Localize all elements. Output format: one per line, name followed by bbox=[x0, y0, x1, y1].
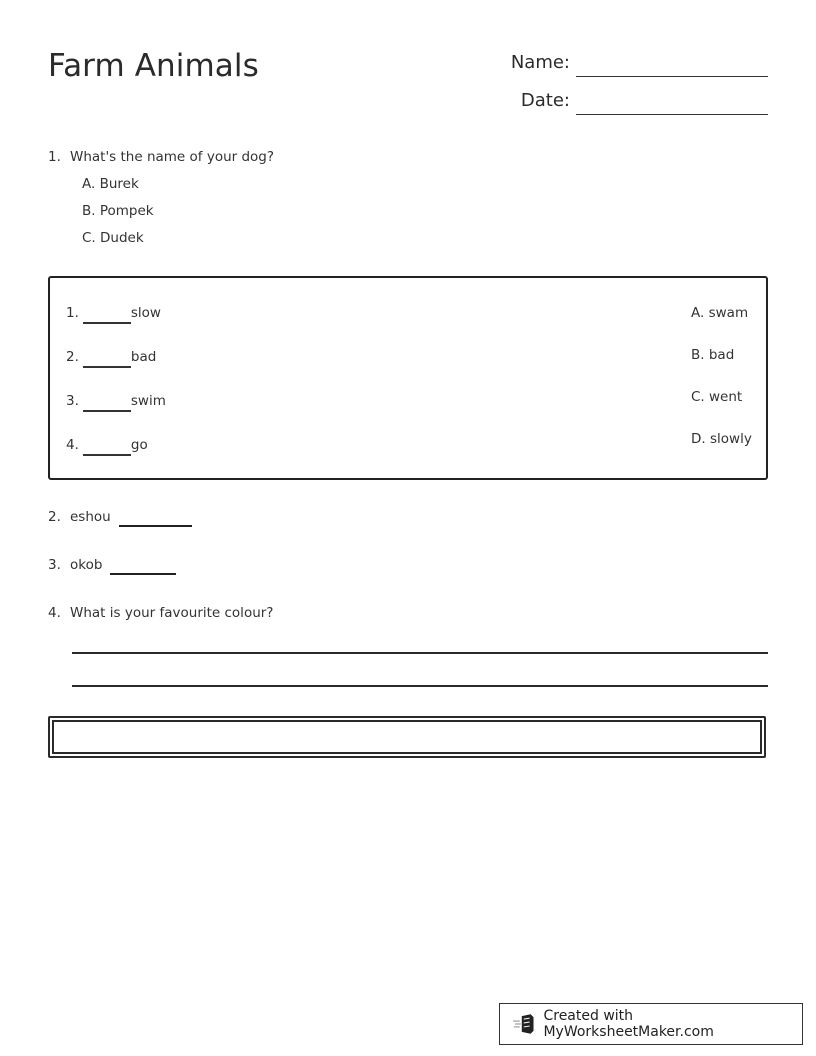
worksheet-maker-logo-icon bbox=[512, 1013, 535, 1035]
match-number: 1. bbox=[66, 305, 79, 321]
match-right-item-c bbox=[691, 389, 742, 405]
match-right-item-d bbox=[691, 431, 752, 447]
match-number: 4. bbox=[66, 437, 79, 453]
match-letter: D. bbox=[691, 431, 706, 447]
question-3-answer-blank[interactable] bbox=[110, 573, 176, 575]
question-2-answer-blank[interactable] bbox=[119, 525, 192, 527]
question-4-text: What is your favourite colour? bbox=[70, 605, 274, 621]
match-letter: C. bbox=[691, 389, 705, 405]
date-input-line[interactable] bbox=[576, 114, 768, 115]
option-letter: A. bbox=[82, 176, 96, 192]
match-left-item-3 bbox=[66, 393, 166, 409]
option-b[interactable] bbox=[82, 203, 154, 219]
option-text: Dudek bbox=[100, 230, 144, 246]
option-c[interactable] bbox=[82, 230, 144, 246]
option-text: Burek bbox=[99, 176, 139, 192]
option-text: Pompek bbox=[99, 203, 154, 219]
match-word: swim bbox=[130, 393, 166, 409]
match-right-item-b bbox=[691, 347, 734, 363]
match-number: 3. bbox=[66, 393, 79, 409]
match-left-item-2 bbox=[66, 349, 156, 365]
option-letter: C. bbox=[82, 230, 96, 246]
question-2-number: 2. bbox=[48, 509, 61, 525]
name-input-line[interactable] bbox=[576, 76, 768, 77]
match-word: bad bbox=[130, 349, 157, 365]
question-1-number: 1. bbox=[48, 149, 61, 165]
match-answer-blank[interactable] bbox=[83, 440, 131, 456]
match-number: 2. bbox=[66, 349, 79, 365]
match-word: slow bbox=[130, 305, 161, 321]
match-letter: B. bbox=[691, 347, 705, 363]
option-a[interactable] bbox=[82, 176, 139, 192]
match-answer-blank[interactable] bbox=[83, 308, 131, 324]
answer-box[interactable] bbox=[48, 716, 766, 758]
question-1-text: What's the name of your dog? bbox=[70, 149, 275, 165]
answer-line-1[interactable] bbox=[72, 652, 768, 654]
match-word: bad bbox=[708, 347, 735, 363]
answer-line-2[interactable] bbox=[72, 685, 768, 687]
footer-text: Created with MyWorksheetMaker.com bbox=[543, 1008, 714, 1040]
match-left-item-4 bbox=[66, 437, 148, 453]
match-right-item-a bbox=[691, 305, 748, 321]
footer-credit[interactable] bbox=[499, 1003, 803, 1045]
question-4-number: 4. bbox=[48, 605, 61, 621]
match-answer-blank[interactable] bbox=[83, 352, 131, 368]
match-letter: A. bbox=[691, 305, 705, 321]
question-2-text: eshou bbox=[70, 509, 111, 525]
question-3-number: 3. bbox=[48, 557, 61, 573]
match-answer-blank[interactable] bbox=[83, 396, 131, 412]
name-label: Name: bbox=[510, 52, 570, 73]
answer-box-inner-border bbox=[52, 720, 762, 754]
match-word: swam bbox=[708, 305, 749, 321]
match-word: go bbox=[130, 437, 148, 453]
worksheet-title: Farm Animals bbox=[48, 48, 259, 84]
match-word: slowly bbox=[709, 431, 752, 447]
question-3-text: okob bbox=[70, 557, 103, 573]
match-word: went bbox=[709, 389, 743, 405]
option-letter: B. bbox=[82, 203, 96, 219]
date-label: Date: bbox=[520, 90, 570, 111]
match-left-item-1 bbox=[66, 305, 161, 321]
